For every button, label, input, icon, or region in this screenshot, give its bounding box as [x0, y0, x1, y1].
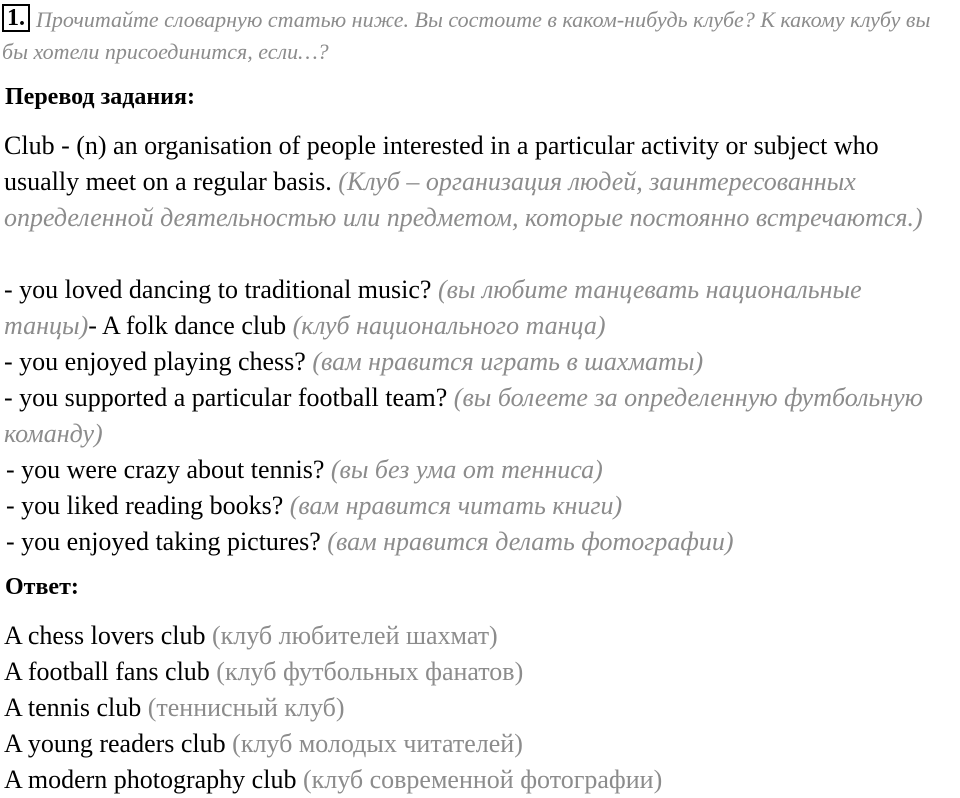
- answer-ru: (клуб современной фотографии): [302, 765, 663, 794]
- answer-heading: Ответ:: [5, 574, 79, 600]
- answers-list: [4, 618, 959, 798]
- definition-en: Club - (n) an organisation of people interested in a particular activity or subject who usually meet on a regular basis.: [4, 131, 879, 196]
- condition-item: [4, 452, 959, 488]
- condition-ru: (вы болеете за определенную футбольную команду): [4, 383, 924, 448]
- conditions-list: [4, 272, 959, 560]
- condition-en: - you liked reading books?: [6, 491, 284, 520]
- answer-item: [4, 762, 959, 798]
- condition-item: [4, 488, 959, 524]
- condition-en: - you enjoyed playing chess?: [4, 347, 306, 376]
- answer-en: A tennis club: [4, 693, 142, 722]
- task-instruction: Прочитайте словарную статью ниже. Вы состоите в каком-нибудь клубе? К какому клубу вы бы хотели присоединится, если…?: [2, 7, 931, 64]
- condition-en: - you enjoyed taking pictures?: [6, 527, 321, 556]
- condition-item: [4, 380, 959, 452]
- task-number-badge: 1.: [2, 4, 30, 32]
- translation-heading: Перевод задания:: [5, 84, 195, 110]
- condition-item: [4, 344, 959, 380]
- condition-ru: (вы любите танцевать национальные танцы): [4, 275, 862, 340]
- answer-ru: (клуб молодых читателей): [232, 729, 523, 758]
- answer-ru: (клуб футбольных фанатов): [216, 657, 524, 686]
- condition-ru: (вам нравится играть в шахматы): [312, 347, 704, 376]
- condition-item: [4, 524, 959, 560]
- condition-en: - you supported a particular football team?: [4, 383, 448, 412]
- answer-en: A young readers club: [4, 729, 226, 758]
- answer-en: A football fans club: [4, 657, 210, 686]
- condition-ru: (вам нравится делать фотографии): [327, 527, 734, 556]
- condition-item: [4, 272, 959, 344]
- definition-paragraph: [4, 128, 959, 236]
- answer-item: [4, 690, 959, 726]
- answer-en: A chess lovers club: [4, 621, 206, 650]
- answer-ru: (теннисный клуб): [147, 693, 345, 722]
- condition-en: - you were crazy about tennis?: [6, 455, 325, 484]
- answer-ru: (клуб любителей шахмат): [211, 621, 498, 650]
- task-instruction-block: [2, 4, 958, 68]
- condition-ru: (вам нравится читать книги): [289, 491, 623, 520]
- answer-item: [4, 726, 959, 762]
- answer-en: A modern photography club: [4, 765, 297, 794]
- condition-ru: (вы без ума от тенниса): [330, 455, 603, 484]
- condition-en: - you loved dancing to traditional music?: [4, 275, 432, 304]
- answer-item: [4, 618, 959, 654]
- condition-extra-en: - A folk dance club: [88, 311, 287, 340]
- answer-item: [4, 654, 959, 690]
- definition-ru: (Клуб – организация людей, заинтересованных определенной деятельностью или предметом, которые постоянно встречаются.): [4, 167, 923, 232]
- condition-extra-ru: (клуб национального танца): [292, 311, 606, 340]
